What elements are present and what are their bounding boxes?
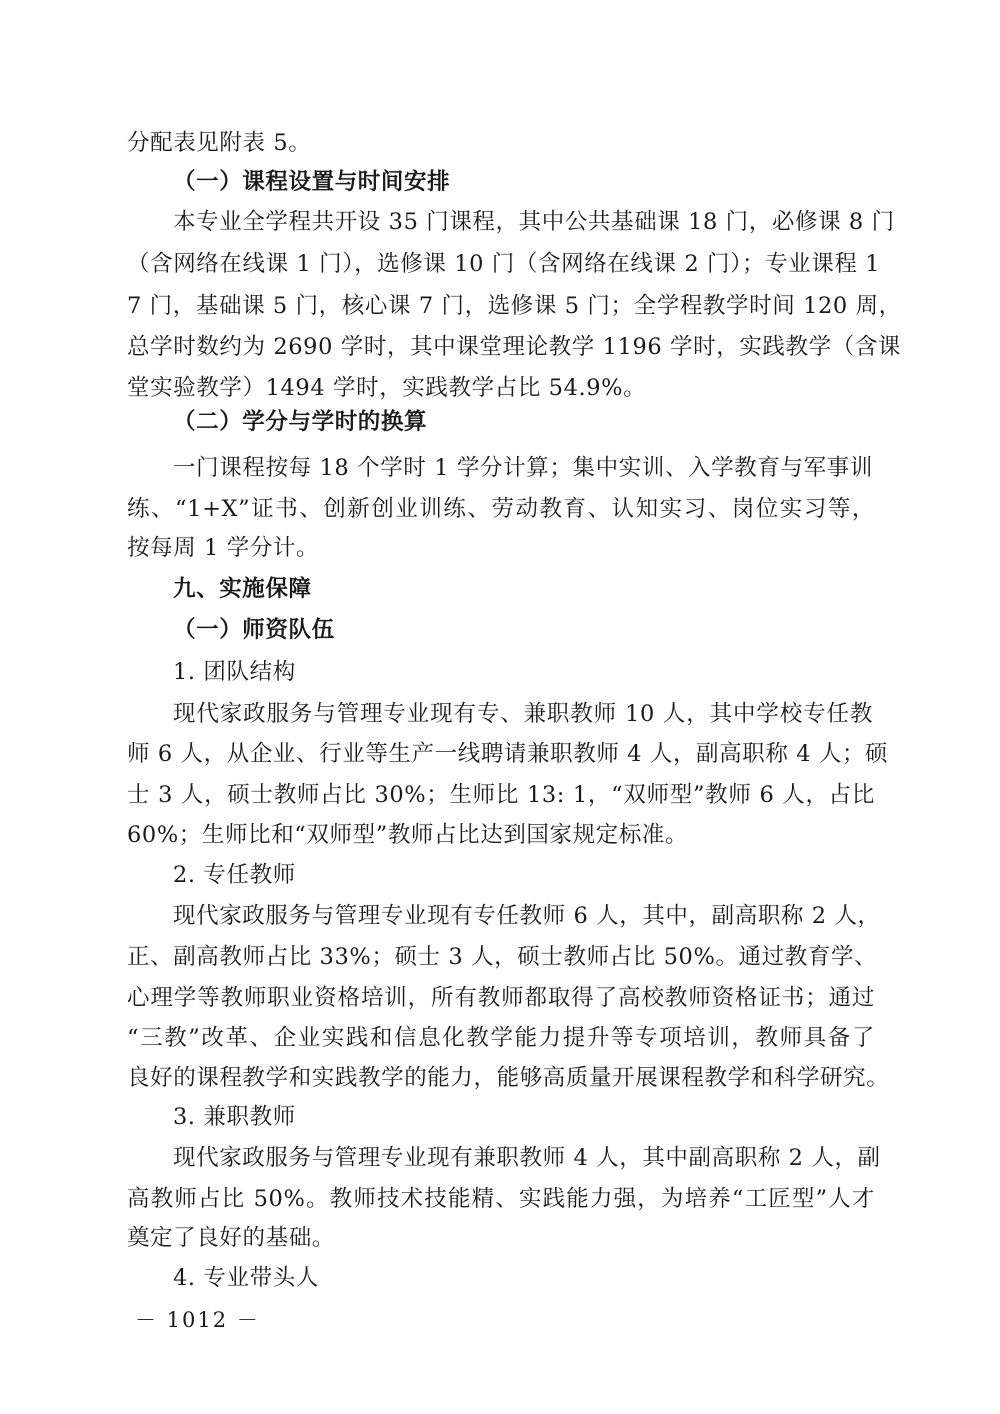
paragraph-line: 正、副高教师占比 33%；硕士 3 人，硕士教师占比 50%。通过教育学、 xyxy=(127,944,878,970)
paragraph-line: 60%；生师比和“双师型”教师占比达到国家规定标准。 xyxy=(127,822,689,848)
chapter-heading: 九、实施保障 xyxy=(173,576,312,602)
paragraph-line: 高教师占比 50%。教师技术技能精、实践能力强，为培养“工匠型”人才 xyxy=(127,1186,875,1212)
subsection-heading: 4. 专业带头人 xyxy=(173,1265,319,1291)
section-heading: （一）课程设置与时间安排 xyxy=(173,169,451,195)
paragraph-line: 良好的课程教学和实践教学的能力，能够高质量开展课程教学和科学研究。 xyxy=(127,1065,890,1091)
paragraph-line: 现代家政服务与管理专业现有兼职教师 4 人，其中副高职称 2 人，副 xyxy=(173,1145,881,1171)
section-heading: （一）师资队伍 xyxy=(173,617,335,643)
paragraph-line: 7 门，基础课 5 门，核心课 7 门，选修课 5 门；全学程教学时间 120 周， xyxy=(127,293,902,319)
paragraph-line: 堂实验教学）1494 学时，实践教学占比 54.9%。 xyxy=(127,375,647,401)
text-line: 分配表见附表 5。 xyxy=(127,130,312,156)
paragraph-line: “三教”改革、企业实践和信息化教学能力提升等专项培训，教师具备了 xyxy=(127,1025,875,1051)
paragraph-line: 总学时数约为 2690 学时，其中课堂理论教学 1196 学时，实践教学（含课 xyxy=(127,334,902,360)
paragraph-line: 奠定了良好的基础。 xyxy=(127,1225,335,1251)
subsection-heading: 1. 团队结构 xyxy=(173,659,296,685)
paragraph-line: 现代家政服务与管理专业现有专、兼职教师 10 人，其中学校专任教 xyxy=(173,701,873,727)
subsection-heading: 2. 专任教师 xyxy=(173,862,296,888)
paragraph-line: 师 6 人，从企业、行业等生产一线聘请兼职教师 4 人，副高职称 4 人；硕 xyxy=(127,741,889,767)
paragraph-line: 一门课程按每 18 个学时 1 学分计算；集中实训、入学教育与军事训 xyxy=(173,455,873,481)
paragraph-line: 本专业全学程共开设 35 门课程，其中公共基础课 18 门，必修课 8 门 xyxy=(173,209,895,235)
paragraph-line: 士 3 人，硕士教师占比 30%；生师比 13: 1，“双师型”教师 6 人，占比 xyxy=(127,782,875,808)
paragraph-line: 按每周 1 学分计。 xyxy=(127,535,320,561)
paragraph-line: 练、“1+X”证书、创新创业训练、劳动教育、认知实习、岗位实习等， xyxy=(127,496,875,522)
page-number: － 1012 － xyxy=(135,1308,260,1332)
subsection-heading: 3. 兼职教师 xyxy=(173,1104,296,1130)
paragraph-line: （含网络在线课 1 门），选修课 10 门（含网络在线课 2 门）；专业课程 1 xyxy=(127,251,881,277)
paragraph-line: 现代家政服务与管理专业现有专任教师 6 人，其中，副高职称 2 人， xyxy=(173,903,881,929)
section-heading: （二）学分与学时的换算 xyxy=(173,409,428,435)
paragraph-line: 心理学等教师职业资格培训，所有教师都取得了高校教师资格证书；通过 xyxy=(127,985,875,1011)
